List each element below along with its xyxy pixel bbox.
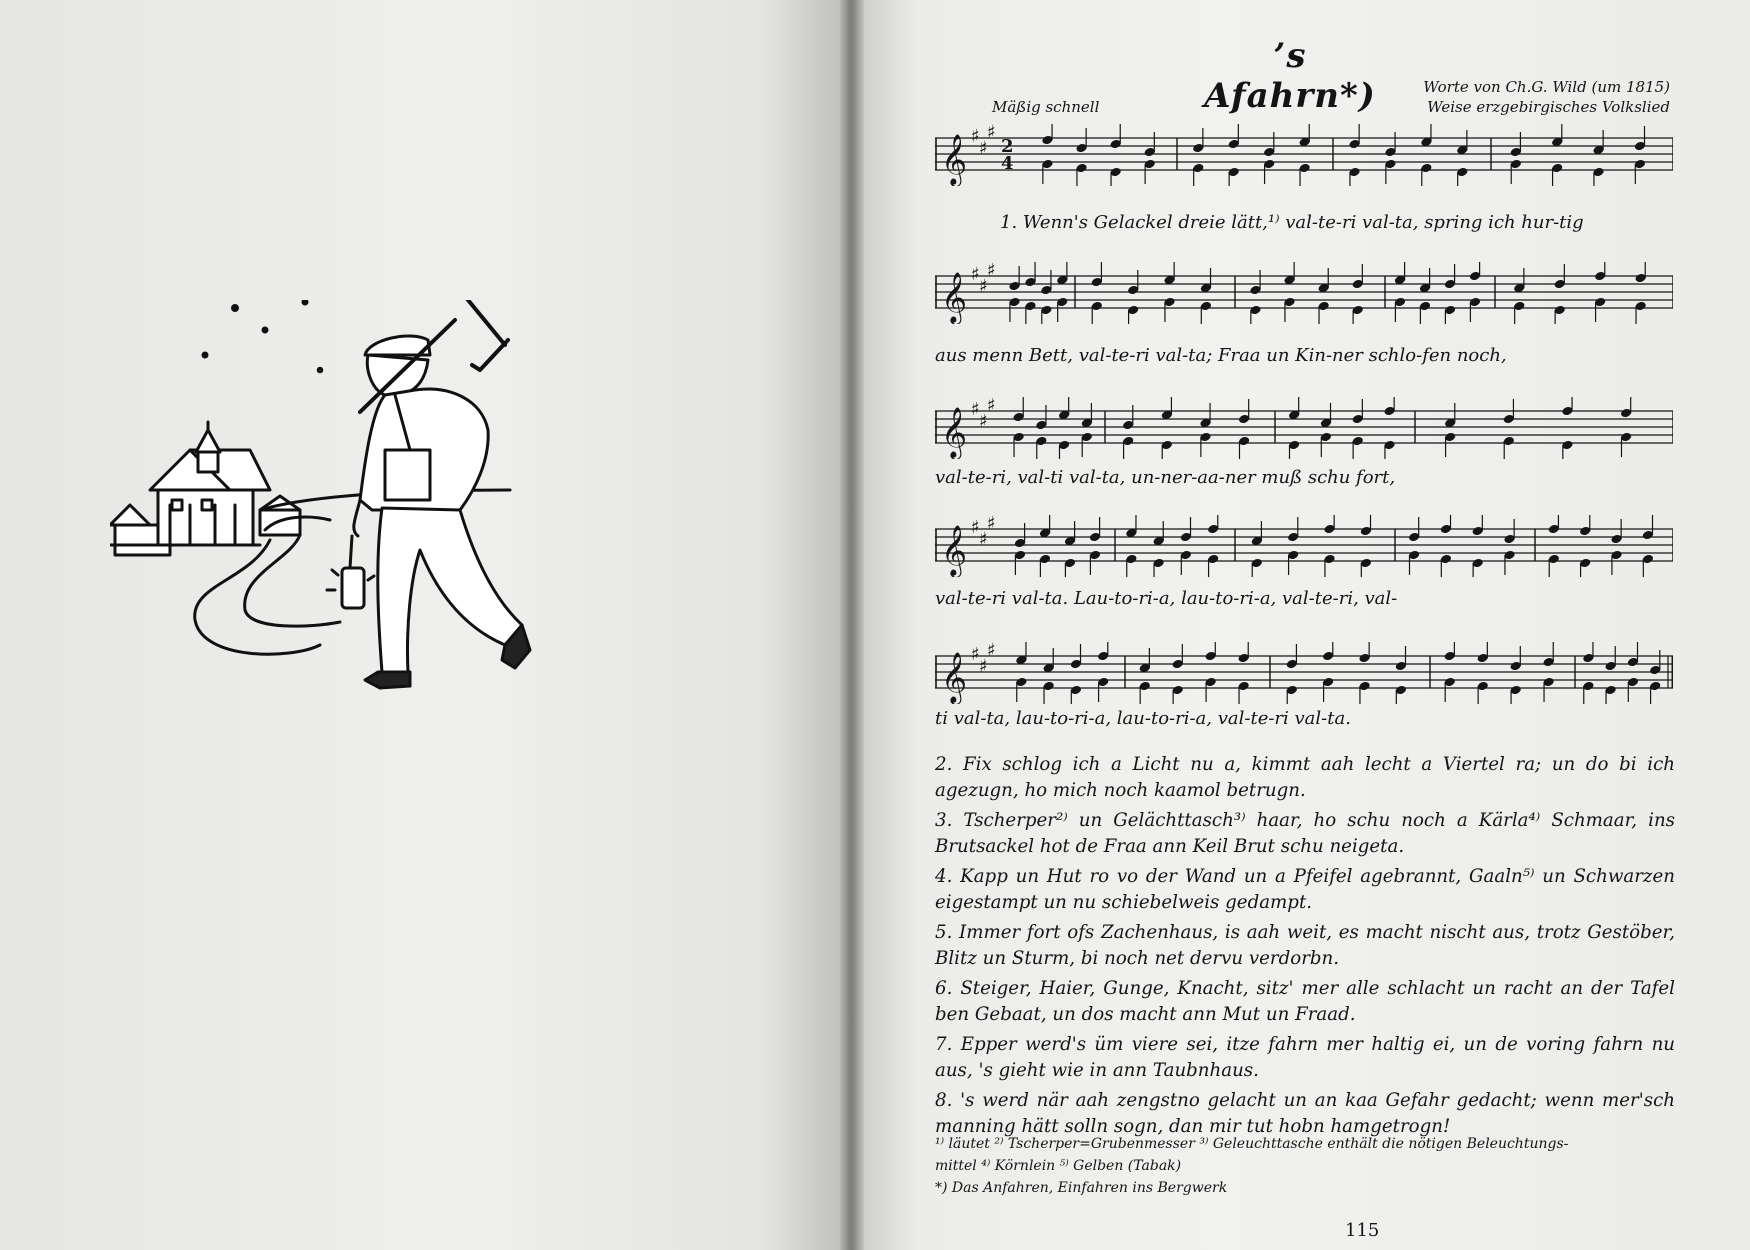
verse-7: 7. Epper werd's üm viere sei, itze fahrn mer haltig ei, un de voring fahrn nu aus, 's gieht wie in ann Taubnhaus. xyxy=(935,1034,1675,1081)
music-staff-2 xyxy=(935,262,1673,324)
svg-text:♯: ♯ xyxy=(987,515,996,534)
footnote-line-3: *) Das Anfahren, Einfahren ins Bergwerk xyxy=(935,1180,1228,1196)
lyric-line-4: val-te-ri val-ta. Lau-to-ri-a, lau-to-ri-a, val-te-ri, val- xyxy=(935,588,1398,609)
svg-text:♯: ♯ xyxy=(979,411,988,432)
svg-text:♯: ♯ xyxy=(979,138,988,159)
svg-text:♯: ♯ xyxy=(971,399,980,420)
verse-2: 2. Fix schlog ich a Licht nu a, kimmt aah lecht a Viertel ra; un do bi ich agezugn, ho mich noch kaamol betrugn. xyxy=(935,754,1675,801)
svg-text:♯: ♯ xyxy=(987,397,996,416)
svg-text:𝄞: 𝄞 xyxy=(941,407,968,458)
svg-text:♯: ♯ xyxy=(987,262,996,281)
svg-text:4: 4 xyxy=(1001,153,1014,174)
svg-text:♯: ♯ xyxy=(979,656,988,677)
verses-block xyxy=(935,752,1675,1144)
svg-text:♯: ♯ xyxy=(971,264,980,285)
footnote-line-2: mittel ⁴⁾ Körnlein ⁵⁾ Gelben (Tabak) xyxy=(935,1158,1182,1174)
page-number: 115 xyxy=(1345,1220,1380,1241)
svg-text:𝄞: 𝄞 xyxy=(941,652,968,703)
svg-text:𝄞: 𝄞 xyxy=(941,134,968,185)
words-credit: Worte von Ch.G. Wild (um 1815) xyxy=(1423,78,1670,96)
footnote-line-1: ¹⁾ läutet ²⁾ Tscherper=Grubenmesser ³⁾ Geleuchttasche enthält die nötigen Beleuchtungs- xyxy=(935,1136,1569,1152)
svg-text:♯: ♯ xyxy=(971,126,980,147)
tune-credit: Weise erzgebirgisches Volkslied xyxy=(1427,98,1670,116)
verse-4: 4. Kapp un Hut ro vo der Wand un a Pfeifel agebrannt, Gaaln⁵⁾ un Schwarzen eigestampt un nu schiebelweis gedampt. xyxy=(935,866,1675,913)
miner-walking-icon xyxy=(110,300,610,780)
svg-text:♯: ♯ xyxy=(987,124,996,143)
svg-text:♯: ♯ xyxy=(979,276,988,297)
verse-8: 8. 's werd när aah zengstno gelacht un an kaa Gefahr gedacht; wenn mer'sch manning hätt solln sogn, dan mir tut hobn hamgetrogn! xyxy=(935,1090,1675,1137)
left-page xyxy=(0,0,848,1250)
lyric-line-5: ti val-ta, lau-to-ri-a, lau-to-ri-a, val-te-ri val-ta. xyxy=(935,708,1351,729)
music-staff-3 xyxy=(935,397,1673,459)
verse-3: 3. Tscherper²⁾ un Gelächttasch³⁾ haar, ho schu noch a Kärla⁴⁾ Schmaar, ins Brutsackel hot de Fraa ann Keil Brut schu neigeta. xyxy=(935,810,1675,857)
book-gutter xyxy=(840,0,864,1250)
svg-text:♯: ♯ xyxy=(971,517,980,538)
footnotes xyxy=(935,1133,1675,1199)
svg-text:♯: ♯ xyxy=(971,644,980,665)
song-title: ’s Afahrn*) xyxy=(1204,36,1376,116)
verse-6: 6. Steiger, Haier, Gunge, Knacht, sitz' mer alle schlacht un racht an der Tafel ben Gebaat, un dos macht ann Mut un Fraad. xyxy=(935,978,1675,1025)
lyric-line-1: 1. Wenn's Gelackel dreie lätt,¹⁾ val-te-ri val-ta, spring ich hur-tig xyxy=(1000,212,1584,233)
music-staff-5 xyxy=(935,642,1673,704)
svg-text:𝄞: 𝄞 xyxy=(941,525,968,576)
svg-text:♯: ♯ xyxy=(987,642,996,661)
svg-text:𝄞: 𝄞 xyxy=(941,272,968,323)
svg-text:2: 2 xyxy=(1001,136,1014,157)
lyric-line-2: aus menn Bett, val-te-ri val-ta; Fraa un Kin-ner schlo-fen noch, xyxy=(935,345,1507,366)
verse-5: 5. Immer fort ofs Zachenhaus, is aah weit, es macht nischt aus, trotz Gestöber, Blitz un Sturm, bi noch net dervu verdorbn. xyxy=(935,922,1675,969)
music-staff-1 xyxy=(935,124,1673,186)
tempo-marking: Mäßig schnell xyxy=(992,98,1100,116)
music-staff-4 xyxy=(935,515,1673,577)
svg-text:♯: ♯ xyxy=(979,529,988,550)
lyric-line-3: val-te-ri, val-ti val-ta, un-ner-aa-ner muß schu fort, xyxy=(935,467,1396,488)
